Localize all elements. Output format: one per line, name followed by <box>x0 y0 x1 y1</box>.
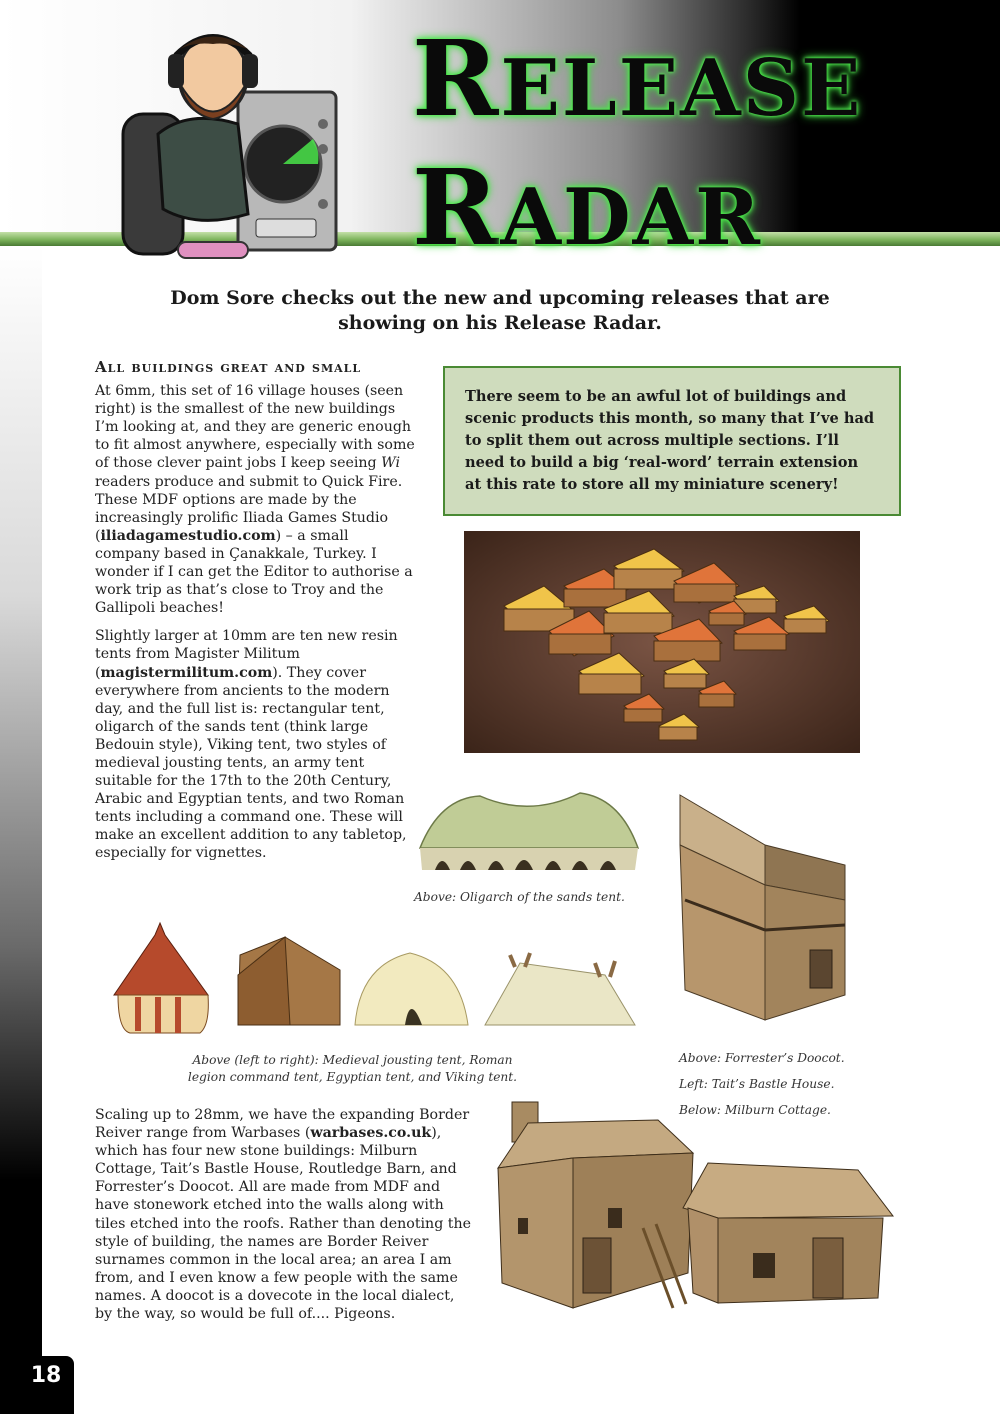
bastle-house <box>498 1102 693 1308</box>
four-tents-photo <box>110 915 640 1035</box>
title-initial-r2: R <box>412 146 501 269</box>
caption-tents: Above (left to right): Medieval jousting tent, Roman legion command tent, Egyptian tent, and Viking tent. <box>187 1053 518 1084</box>
paragraph-resin-tents: Slightly larger at 10mm are ten new resin tents from Magister Militum (magistermilitum.com). They cover everywhere from ancients to the modern day, and the full list is: rectangular tent, oligarch of the sands tent (think large Bedouin style), Viking tent, two styles of medieval jousting tents, an army tent suitable for the 17th to the 20th Century, Arabic and Egyptian tents, and two Roman tents including a command one. These will make an excellent addition to any tabletop, especially for vignettes. <box>95 628 407 862</box>
milburn-cottage <box>683 1163 893 1303</box>
link-warbases[interactable]: warbases.co.uk <box>310 1125 432 1142</box>
title-word-radar: ADAR <box>500 172 762 263</box>
section-heading: All buildings great and small <box>95 358 362 376</box>
page-number: 18 <box>18 1356 74 1414</box>
caption-bastle: Left: Tait’s Bastle House. <box>679 1077 835 1091</box>
oligarch-tent-photo <box>410 778 646 876</box>
page-title <box>412 17 863 288</box>
callout-box: There seem to be an awful lot of buildings and scenic products this month, so many that I’ve had to split them out across multiple sections. I’ll need to build a big ‘real-word’ terrain extension at this rate to store all my miniature scenery! <box>443 366 901 516</box>
left-column <box>95 358 415 873</box>
village-houses-photo <box>464 531 860 753</box>
egyptian-tent <box>355 953 468 1025</box>
caption-oligarch: Above: Oligarch of the sands tent. <box>414 890 625 904</box>
paragraph-village-houses: At 6mm, this set of 16 village houses (seen right) is the smallest of the new buildings I’m looking at, and they are generic enough to fit almost anywhere, especially with some of those clever paint jobs I keep seeing Wi readers produce and submit to Quick Fire. These MDF options are made by the increasingly prolific Iliada Games Studio (iliadagamestudio.com) – a small company based in Çanakkale, Turkey. I wonder if I can get the Editor to authorise a work trip as that’s close to Troy and the Gallipoli beaches! <box>95 383 415 617</box>
magazine-abbrev: Wi <box>381 455 401 472</box>
link-magister[interactable]: magistermilitum.com <box>100 664 273 681</box>
title-word-release: ELEASE <box>500 43 863 134</box>
jousting-tent <box>114 923 208 1033</box>
mascot-radar-illustration <box>118 14 358 272</box>
link-iliada[interactable]: iliadagamestudio.com <box>100 527 276 544</box>
viking-tent <box>485 953 635 1025</box>
roman-command-tent <box>238 937 340 1025</box>
title-initial-r: R <box>412 17 501 140</box>
standfirst: Dom Sore checks out the new and upcoming releases that are showing on his Release Radar. <box>170 287 830 334</box>
caption-doocot: Above: Forrester’s Doocot. <box>679 1051 845 1065</box>
bottom-column <box>95 1106 475 1333</box>
paragraph-border-reiver: Scaling up to 28mm, we have the expanding Border Reiver range from Warbases (warbases.co.uk), which has four new stone buildings: Milburn Cottage, Tait’s Bastle House, Routledge Barn, and Forrester’s Doocot. All are made from MDF and have stonework etched into the walls along with tiles etched into the roofs. Rather than denoting the style of building, the names are Border Reiver surnames common in the local area; an area I am from, and I even know a few people with the same names. A doocot is a dovecote in the local dialect, by the way, so would be full of.... Pigeons. <box>95 1107 472 1323</box>
bastle-milburn-photo <box>488 1098 898 1323</box>
doocot-photo <box>675 790 850 1030</box>
page-edge-band <box>0 246 42 1414</box>
caption-milburn: Below: Milburn Cottage. <box>679 1103 831 1117</box>
